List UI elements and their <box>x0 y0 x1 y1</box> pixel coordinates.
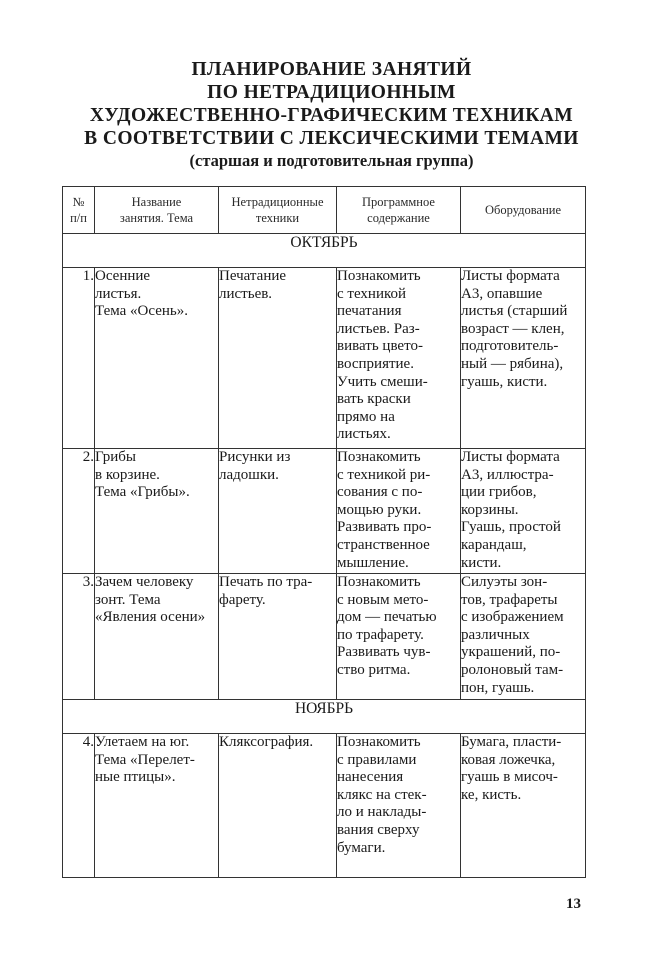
lesson-content: Познакомить с техникой ри- сования с по- мощью руки. Развивать про- странственное мышление. <box>337 449 461 574</box>
table-row <box>63 268 586 449</box>
row-number: 3. <box>63 574 95 700</box>
table-header-row <box>63 187 586 234</box>
lesson-equipment: Листы формата А3, иллюстра- ции грибов, корзины. Гуашь, простой карандаш, кисти. <box>461 449 586 574</box>
lesson-equipment: Силуэты зон- тов, трафареты с изображением различных украшений, по- ролоновый там- пон, гуашь. <box>461 574 586 700</box>
table-row <box>63 734 586 878</box>
header-content: Программное содержание <box>337 187 461 234</box>
lesson-name: Улетаем на юг. Тема «Перелет- ные птицы». <box>95 734 219 878</box>
title-line-2: ПО НЕТРАДИЦИОННЫМ <box>207 82 456 103</box>
lesson-technique: Рисунки из ладошки. <box>219 449 337 574</box>
month-row-november <box>63 700 586 734</box>
lesson-equipment: Бумага, пласти- ковая ложечка, гуашь в мисоч- ке, кисть. <box>461 734 586 878</box>
lesson-equipment: Листы формата А3, опавшие листья (старший возраст — клен, подготовитель- ный — рябина), гуашь, кисти. <box>461 268 586 449</box>
row-number: 4. <box>63 734 95 878</box>
row-number: 2. <box>63 449 95 574</box>
table-row <box>63 449 586 574</box>
lesson-content: Познакомить с техникой печатания листьев. Раз- вивать цвето- восприятие. Учить смеши- вать краски прямо на листьях. <box>337 268 461 449</box>
row-number: 1. <box>63 268 95 449</box>
lesson-technique: Кляксография. <box>219 734 337 878</box>
lesson-technique: Печатание листьев. <box>219 268 337 449</box>
page-number: 13 <box>566 896 581 912</box>
month-label-november: НОЯБРЬ <box>63 700 586 734</box>
header-equipment: Оборудование <box>461 187 586 234</box>
page-subtitle: (старшая и подготовительная группа) <box>189 151 474 170</box>
month-label-october: ОКТЯБРЬ <box>63 234 586 268</box>
lesson-content: Познакомить с правилами нанесения клякс на стек- ло и наклады- вания сверху бумаги. <box>337 734 461 878</box>
header-technique: Нетрадиционные техники <box>219 187 337 234</box>
title-line-4: В СООТВЕТСТВИИ С ЛЕКСИЧЕСКИМИ ТЕМАМИ <box>84 128 579 149</box>
lesson-plan-table <box>62 186 586 878</box>
page-title <box>0 58 663 172</box>
table-row <box>63 574 586 700</box>
lesson-content: Познакомить с новым мето- дом — печатью по трафарету. Развивать чув- ство ритма. <box>337 574 461 700</box>
lesson-technique: Печать по тра- фарету. <box>219 574 337 700</box>
header-num: № п/п <box>63 187 95 234</box>
title-line-3: ХУДОЖЕСТВЕННО-ГРАФИЧЕСКИМ ТЕХНИКАМ <box>89 105 574 126</box>
lesson-name: Зачем человеку зонт. Тема «Явления осени» <box>95 574 219 700</box>
lesson-name: Осенние листья. Тема «Осень». <box>95 268 219 449</box>
month-row-october <box>63 234 586 268</box>
title-line-1: ПЛАНИРОВАНИЕ ЗАНЯТИЙ <box>191 59 472 80</box>
header-name: Название занятия. Тема <box>95 187 219 234</box>
lesson-name: Грибы в корзине. Тема «Грибы». <box>95 449 219 574</box>
